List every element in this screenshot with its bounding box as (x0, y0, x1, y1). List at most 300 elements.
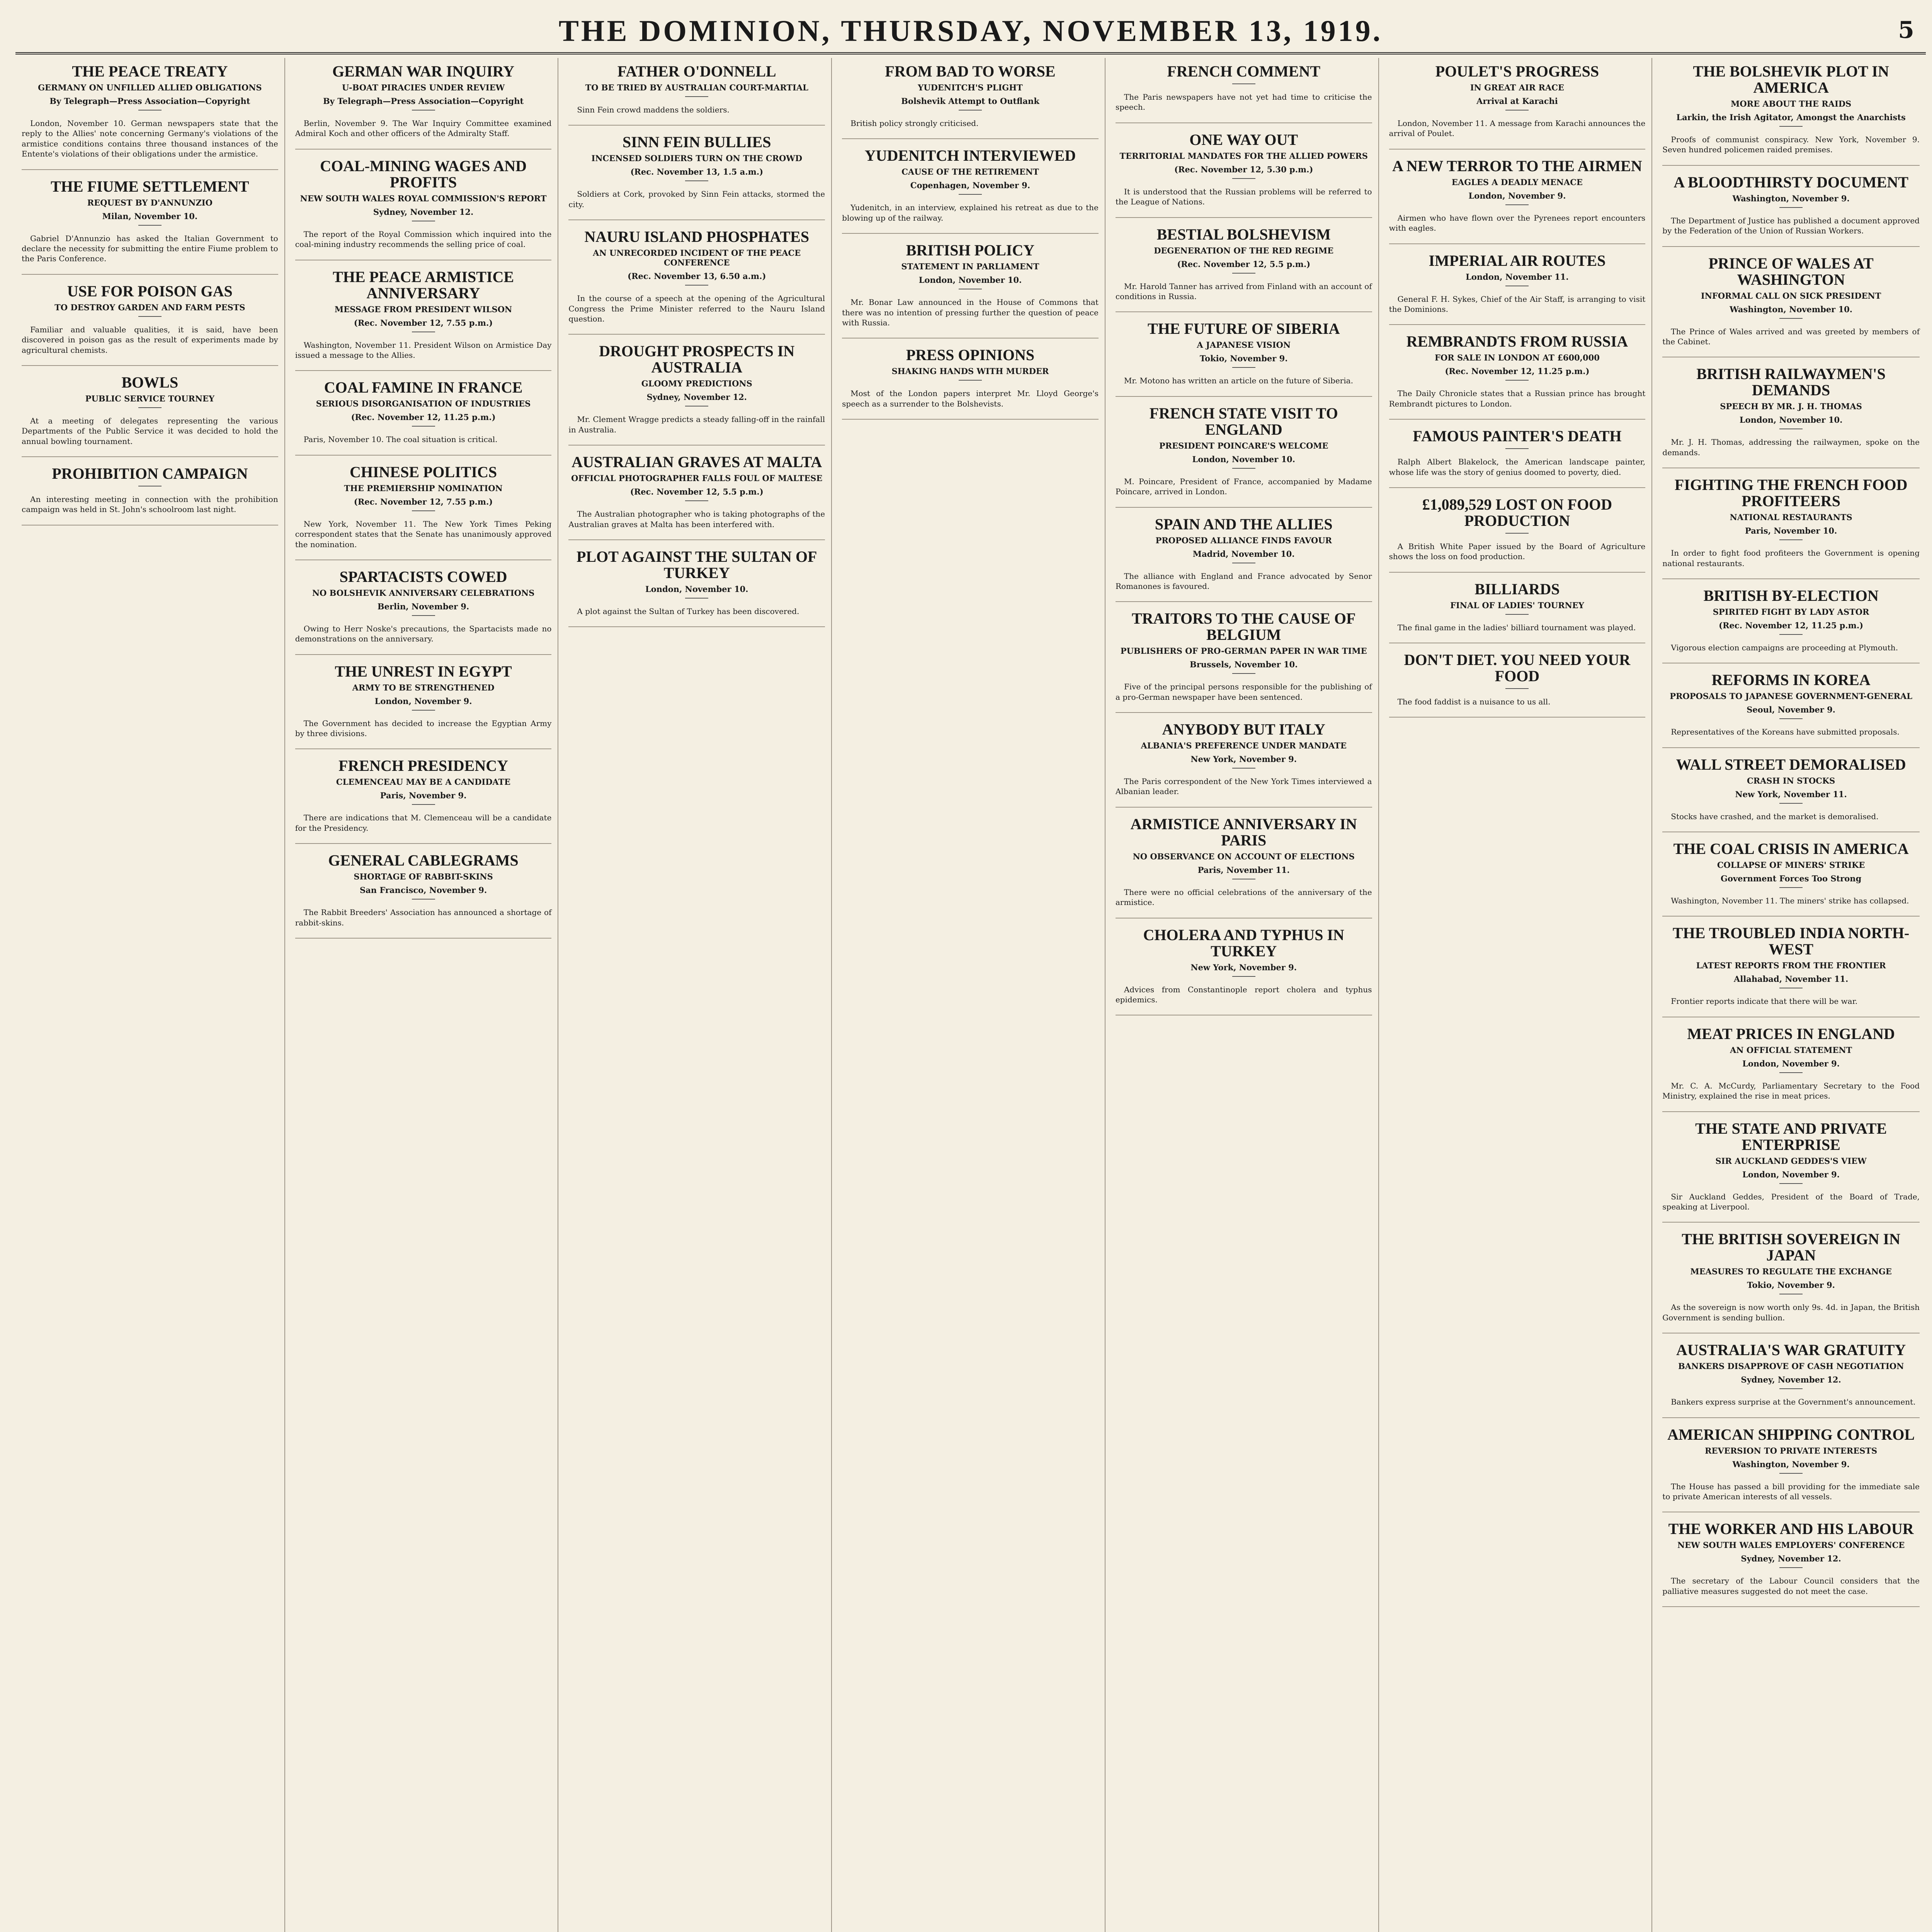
article-subhead: LATEST REPORTS FROM THE FRONTIER (1696, 961, 1886, 971)
article-body: In order to fight food profiteers the Government is opening national restaurants. (1662, 548, 1920, 568)
article-dateline: By Telegraph—Press Association—Copyright (49, 96, 250, 106)
article-headline: FROM BAD TO WORSE (885, 63, 1056, 80)
article-body: Washington, November 11. President Wilson on Armistice Day issued a message to the Allies. (295, 340, 552, 360)
headline-rule (412, 804, 435, 805)
article-body: In the course of a speech at the opening of the Agricultural Congress the Prime Minister referred to the Nauru Island question. (568, 294, 825, 323)
headline-rule (1232, 673, 1255, 674)
article (1389, 497, 1646, 573)
headline-rule (1779, 718, 1803, 719)
article-subhead: TO BE TRIED BY AUSTRALIAN COURT-MARTIAL (585, 83, 808, 92)
headline-rule (959, 194, 982, 195)
article (1389, 652, 1646, 718)
article-headline: BOWLS (121, 373, 179, 391)
article (22, 374, 278, 457)
article-headline: THE BRITISH SOVEREIGN IN JAPAN (1682, 1230, 1900, 1264)
masthead (15, 10, 1926, 54)
article-dateline: London, November 10. (1739, 415, 1843, 425)
article-body: The House has passed a bill providing for the immediate sale to private American interests of all vessels. (1662, 1481, 1920, 1501)
article-body: The report of the Royal Commission which inquired into the coal-mining industry recommends the selling price of coal. (295, 229, 552, 249)
article-headline: THE TROUBLED INDIA NORTH-WEST (1672, 924, 1910, 958)
article-headline: IMPERIAL AIR ROUTES (1429, 252, 1606, 269)
article-subhead: U-BOAT PIRACIES UNDER REVIEW (342, 83, 505, 92)
article-body: The Paris newspapers have not yet had time to criticise the speech. (1115, 92, 1372, 112)
article-subhead: GLOOMY PREDICTIONS (641, 379, 752, 389)
article-headline: AUSTRALIAN GRAVES AT MALTA (571, 453, 822, 471)
article (295, 663, 552, 750)
article-dateline: Paris, November 10. (1745, 526, 1837, 536)
article-subhead: NATIONAL RESTAURANTS (1730, 512, 1852, 522)
article (1662, 1231, 1920, 1333)
article-headline: BRITISH BY-ELECTION (1703, 587, 1879, 604)
article-body: Frontier reports indicate that there will be war. (1671, 997, 1858, 1006)
article (295, 158, 552, 260)
article-body: The Rabbit Breeders' Association has announced a shortage of rabbit-skins. (295, 908, 552, 927)
article (1116, 132, 1372, 218)
column-3 (562, 58, 832, 1932)
article-dateline: Tokio, November 9. (1747, 1280, 1835, 1290)
article-headline: SPAIN AND THE ALLIES (1155, 515, 1333, 533)
article (1116, 611, 1372, 713)
page-number: 5 (1898, 17, 1914, 44)
article-headline: THE PEACE TREATY (72, 63, 228, 80)
article (1389, 253, 1646, 325)
article (1662, 841, 1920, 917)
article-subhead: NO BOLSHEVIK ANNIVERSARY CELEBRATIONS (312, 588, 535, 598)
article-headline: FRENCH STATE VISIT TO ENGLAND (1149, 404, 1338, 438)
article-headline: GENERAL CABLEGRAMS (328, 852, 519, 869)
article-headline: BESTIAL BOLSHEVISM (1156, 225, 1331, 243)
article-subhead: BANKERS DISAPPROVE OF CASH NEGOTIATION (1678, 1361, 1904, 1371)
headline-rule (1779, 126, 1803, 127)
article-body: British policy strongly criticised. (850, 119, 979, 128)
article-body: Ralph Albert Blakelock, the American landscape painter, whose life was the story of genius doomed to poverty, died. (1389, 457, 1646, 477)
article-body: Proofs of communist conspiracy. New York, November 9. Seven hundred policemen raided premises. (1662, 135, 1920, 155)
article (295, 63, 552, 150)
headline-rule (1505, 110, 1529, 111)
article (22, 283, 278, 366)
article (568, 454, 825, 540)
headline-rule (1779, 539, 1803, 540)
article-subhead: CRASH IN STOCKS (1747, 776, 1835, 786)
article-body: The Prince of Wales arrived and was greeted by members of the Cabinet. (1662, 327, 1920, 346)
article (295, 758, 552, 844)
article-columns (15, 58, 1926, 1932)
headline-rule (412, 710, 435, 711)
article-headline: MEAT PRICES IN ENGLAND (1687, 1025, 1895, 1043)
column-1 (15, 58, 285, 1932)
article-subhead: OFFICIAL PHOTOGRAPHER FALLS FOUL OF MALTESE (571, 473, 823, 483)
article-body: There are indications that M. Clemenceau will be a candidate for the Presidency. (295, 813, 552, 833)
article-headline: THE BOLSHEVIK PLOT IN AMERICA (1693, 63, 1889, 96)
article-dateline: (Rec. November 12, 11.25 p.m.) (351, 412, 496, 422)
article (568, 63, 825, 126)
article-headline: A NEW TERROR TO THE AIRMEN (1392, 157, 1642, 175)
article-body: Mr. Bonar Law announced in the House of Commons that there was no intention of pressing further the question of peace with Russia. (842, 298, 1099, 327)
article (1662, 1427, 1920, 1513)
article-headline: BRITISH POLICY (906, 242, 1035, 259)
article-body: Gabriel D'Annunzio has asked the Italian Government to declare the necessity for submitting the entire Fiume problem to the Paris Conference. (22, 233, 278, 264)
article-subhead: PROPOSALS TO JAPANESE GOVERNMENT-GENERAL (1670, 691, 1913, 701)
article-headline: THE WORKER AND HIS LABOUR (1668, 1520, 1914, 1538)
article (1662, 757, 1920, 832)
article-headline: REFORMS IN KOREA (1711, 671, 1871, 689)
article-subhead: INCENSED SOLDIERS TURN ON THE CROWD (591, 153, 803, 163)
article (295, 379, 552, 455)
article-dateline: Bolshevik Attempt to Outflank (901, 96, 1039, 106)
headline-rule (412, 110, 435, 111)
article-body: Representatives of the Koreans have submitted proposals. (1671, 727, 1900, 737)
article (1389, 333, 1646, 420)
article-headline: FAMOUS PAINTER'S DEATH (1413, 427, 1622, 445)
headline-rule (1505, 533, 1529, 534)
article-body: Owing to Herr Noske's precautions, the Spartacists made no demonstrations on the anniversary. (295, 624, 552, 644)
article-headline: PROHIBITION CAMPAIGN (52, 465, 248, 483)
article-body: The final game in the ladies' billiard tournament was played. (1397, 622, 1636, 632)
article-subhead: PROPOSED ALLIANCE FINDS FAVOUR (1155, 535, 1332, 545)
article-headline: THE FUTURE OF SIBERIA (1147, 320, 1340, 338)
article (1389, 428, 1646, 488)
article-subhead: YUDENITCH'S PLIGHT (918, 83, 1023, 92)
article-dateline: (Rec. November 13, 6.50 a.m.) (628, 271, 766, 281)
article-dateline: (Rec. November 12, 5.5 p.m.) (1177, 259, 1311, 269)
article-headline: PRINCE OF WALES AT WASHINGTON (1708, 254, 1874, 288)
headline-rule (685, 500, 708, 501)
headline-rule (412, 899, 435, 900)
article-dateline: (Rec. November 12, 7.55 p.m.) (354, 497, 493, 507)
article-dateline: Sydney, November 12. (646, 392, 747, 402)
article (568, 549, 825, 627)
article-subhead: TO DESTROY GARDEN AND FARM PESTS (54, 302, 245, 312)
article-subhead: REQUEST BY D'ANNUNZIO (87, 197, 213, 207)
article-dateline: Washington, November 10. (1730, 304, 1853, 314)
article-dateline: London, November 10. (645, 584, 748, 594)
article-body: The Daily Chronicle states that a Russian prince has brought Rembrandt pictures to London. (1389, 389, 1646, 408)
article-body: A plot against the Sultan of Turkey has been discovered. (577, 606, 799, 616)
article-subhead: INFORMAL CALL ON SICK PRESIDENT (1701, 291, 1881, 301)
article-subhead: SIR AUCKLAND GEDDES'S VIEW (1715, 1156, 1867, 1166)
article-headline: PRESS OPINIONS (906, 346, 1035, 364)
article-subhead: EAGLES A DEADLY MENACE (1451, 177, 1583, 187)
article-dateline: Tokio, November 9. (1199, 354, 1288, 364)
headline-rule (685, 598, 708, 599)
article (842, 242, 1099, 338)
column-5 (1109, 58, 1379, 1932)
article (1662, 366, 1920, 468)
headline-rule (1232, 976, 1255, 977)
article-subhead: FOR SALE IN LONDON AT £600,000 (1435, 353, 1600, 363)
article-body: Berlin, November 9. The War Inquiry Committee examined Admiral Koch and other officers of the Admiralty Staff. (295, 119, 552, 138)
column-4 (836, 58, 1105, 1932)
article-dateline: New York, November 9. (1190, 754, 1297, 764)
article-body: Soldiers at Cork, provoked by Sinn Fein attacks, stormed the city. (568, 189, 825, 209)
article-body: As the sovereign is now worth only 9s. 4d. in Japan, the British Government is sending bullion. (1662, 1303, 1920, 1322)
article (295, 464, 552, 560)
article-dateline: Sydney, November 12. (1741, 1554, 1841, 1564)
article-subhead: STATEMENT IN PARLIAMENT (901, 262, 1039, 272)
article-body: Mr. Harold Tanner has arrived from Finland with an account of conditions in Russia. (1115, 281, 1372, 301)
headline-rule (1505, 204, 1529, 205)
article-body: Sinn Fein crowd maddens the soldiers. (577, 105, 730, 114)
headline-rule (412, 426, 435, 427)
article-dateline: New York, November 9. (1190, 962, 1297, 972)
headline-rule (1779, 318, 1803, 319)
article (1116, 226, 1372, 313)
article (568, 134, 825, 220)
article-dateline: London, November 9. (1742, 1058, 1840, 1068)
article (1389, 63, 1646, 150)
article (1662, 63, 1920, 166)
article-headline: COAL FAMINE IN FRANCE (324, 379, 523, 396)
article (1662, 174, 1920, 247)
article (1116, 405, 1372, 508)
article-dateline: London, November 10. (918, 275, 1022, 285)
headline-rule (685, 285, 708, 286)
article-body: London, November 11. A message from Karachi announces the arrival of Poulet. (1389, 119, 1646, 138)
headline-rule (1232, 468, 1255, 469)
article-headline: WALL STREET DEMORALISED (1676, 755, 1906, 773)
article-subhead: DEGENERATION OF THE RED REGIME (1154, 245, 1334, 255)
article-headline: POULET'S PROGRESS (1435, 63, 1599, 80)
article-dateline: San Francisco, November 9. (359, 885, 487, 895)
article-headline: SINN FEIN BULLIES (622, 133, 771, 151)
article-body: Yudenitch, in an interview, explained his retreat as due to the blowing up of the railway. (842, 203, 1099, 223)
headline-rule (138, 110, 162, 111)
article-body: An interesting meeting in connection with the prohibition campaign was held in St. John's schoolroom last night. (22, 495, 278, 514)
article-subhead: FINAL OF LADIES' TOURNEY (1450, 600, 1584, 610)
article-headline: THE UNREST IN EGYPT (335, 662, 512, 680)
article-subhead: NO OBSERVANCE ON ACCOUNT OF ELECTIONS (1133, 851, 1355, 861)
article-body: A British White Paper issued by the Board of Agriculture shows the loss on food production. (1389, 541, 1646, 561)
article-body: Airmen who have flown over the Pyrenees report encounters with eagles. (1389, 213, 1646, 233)
headline-rule (1779, 1567, 1803, 1568)
article-subhead: AN OFFICIAL STATEMENT (1730, 1045, 1852, 1055)
article-subhead: NEW SOUTH WALES ROYAL COMMISSION'S REPORT (300, 193, 547, 203)
article-headline: DROUGHT PROSPECTS IN AUSTRALIA (599, 342, 795, 376)
article (1116, 516, 1372, 602)
headline-rule (1779, 1072, 1803, 1073)
article-subhead: IN GREAT AIR RACE (1470, 83, 1564, 92)
article-body: Five of the principal persons responsible for the publishing of a pro-German newspaper have been sentenced. (1115, 682, 1372, 702)
article (22, 179, 278, 275)
headline-rule (412, 510, 435, 511)
article-dateline: Washington, November 9. (1732, 193, 1850, 203)
article-subhead: CLEMENCEAU MAY BE A CANDIDATE (336, 777, 511, 787)
article-subhead: COLLAPSE OF MINERS' STRIKE (1717, 860, 1865, 870)
column-6 (1383, 58, 1653, 1932)
article-dateline: Arrival at Karachi (1476, 96, 1558, 106)
headline-rule (1779, 1473, 1803, 1474)
headline-rule (138, 316, 162, 317)
article-dateline: London, November 9. (1742, 1169, 1840, 1179)
article (568, 229, 825, 335)
headline-rule (1779, 887, 1803, 888)
article-body: The Government has decided to increase the Egyptian Army by three divisions. (295, 718, 552, 738)
article (1116, 63, 1372, 123)
article-headline: PLOT AGAINST THE SULTAN OF TURKEY (577, 548, 817, 582)
article-headline: SPARTACISTS COWED (339, 568, 507, 585)
headline-rule (1232, 83, 1255, 84)
headline-rule (1232, 367, 1255, 368)
article-headline: THE PEACE ARMISTICE ANNIVERSARY (333, 268, 514, 302)
article-headline: CHOLERA AND TYPHUS IN TURKEY (1143, 926, 1344, 960)
article (1116, 721, 1372, 808)
headline-rule (1779, 1388, 1803, 1389)
article-subhead: THE PREMIERSHIP NOMINATION (344, 483, 503, 493)
headline-rule (1232, 178, 1255, 179)
headline-rule (138, 225, 162, 226)
article (295, 569, 552, 655)
article-subhead: MESSAGE FROM PRESIDENT WILSON (334, 304, 512, 314)
article-subhead: MORE ABOUT THE RAIDS (1731, 99, 1852, 109)
article-subhead: SPIRITED FIGHT BY LADY ASTOR (1713, 607, 1869, 617)
article-headline: THE COAL CRISIS IN AMERICA (1673, 840, 1909, 858)
article-dateline: Washington, November 9. (1732, 1459, 1850, 1469)
article-headline: FRENCH COMMENT (1167, 63, 1321, 80)
article-body: London, November 10. German newspapers state that the reply to the Allies' note concerning Germany's violations of the armistice conditions contains three thousand instances of the Entente's violations of their obligations under the armistice. (22, 119, 278, 159)
article-body: The Paris correspondent of the New York Times interviewed a Albanian leader. (1115, 777, 1372, 796)
article-body: There were no official celebrations of the anniversary of the armistice. (1115, 887, 1372, 907)
article-dateline: By Telegraph—Press Association—Copyright (323, 96, 524, 106)
article-headline: THE STATE AND PRIVATE ENTERPRISE (1695, 1119, 1887, 1153)
column-7 (1656, 58, 1926, 1932)
article-dateline: (Rec. November 12, 11.25 p.m.) (1719, 620, 1864, 630)
article (1662, 925, 1920, 1017)
article (1116, 816, 1372, 918)
article-dateline: New York, November 11. (1735, 789, 1847, 799)
article-headline: AMERICAN SHIPPING CONTROL (1667, 1425, 1915, 1443)
article (842, 347, 1099, 420)
headline-rule (1505, 688, 1529, 689)
headline-rule (959, 380, 982, 381)
article-subhead: A JAPANESE VISION (1197, 340, 1291, 350)
article-headline: FATHER O'DONNELL (617, 63, 776, 80)
article-dateline: Allahabad, November 11. (1734, 974, 1849, 984)
headline-rule (685, 180, 708, 181)
article-subhead: TERRITORIAL MANDATES FOR THE ALLIED POWERS (1119, 151, 1368, 161)
article-headline: NAURU ISLAND PHOSPHATES (584, 228, 810, 246)
article-subhead: PRESIDENT POINCARE'S WELCOME (1159, 440, 1328, 451)
article-subhead: SHORTAGE OF RABBIT-SKINS (354, 872, 493, 882)
article-subhead: AN UNRECORDED INCIDENT OF THE PEACE CONFERENCE (593, 248, 801, 268)
article-body: At a meeting of delegates representing the various Departments of the Public Service it was decided to hold the annual bowling tournament. (22, 416, 278, 446)
article-dateline: (Rec. November 13, 1.5 a.m.) (630, 167, 764, 177)
article-headline: A BLOODTHIRSTY DOCUMENT (1673, 173, 1908, 191)
article-headline: £1,089,529 LOST ON FOOD PRODUCTION (1422, 495, 1612, 529)
article-body: Paris, November 10. The coal situation is critical. (303, 435, 498, 444)
article-dateline: London, November 9. (1468, 190, 1566, 201)
article (295, 269, 552, 371)
article-body: The food faddist is a nuisance to us all. (1397, 697, 1551, 707)
article-dateline: (Rec. November 12, 5.30 p.m.) (1174, 164, 1313, 174)
article-body: Stocks have crashed, and the market is demoralised. (1671, 811, 1879, 821)
article-headline: FRENCH PRESIDENCY (338, 757, 509, 775)
article-dateline: Brussels, November 10. (1189, 660, 1298, 670)
article-subhead: MEASURES TO REGULATE THE EXCHANGE (1690, 1267, 1892, 1277)
article-body: Mr. Motono has written an article on the future of Siberia. (1124, 376, 1353, 386)
article-subhead: REVERSION TO PRIVATE INTERESTS (1705, 1446, 1878, 1456)
article-subhead: ARMY TO BE STRENGTHENED (352, 682, 495, 692)
article (1389, 158, 1646, 244)
article-dateline: London, November 10. (1192, 454, 1295, 464)
article-body: The secretary of the Labour Council considers that the palliative measures suggested do not meet the case. (1662, 1576, 1920, 1596)
article (1662, 477, 1920, 579)
headline-rule (1232, 273, 1255, 274)
article-body: Mr. Clement Wragge predicts a steady falling-off in the rainfall in Australia. (568, 415, 825, 434)
article-dateline: Copenhagen, November 9. (910, 180, 1031, 190)
article-headline: ANYBODY BUT ITALY (1162, 721, 1325, 738)
article-body: Familiar and valuable qualities, it is said, have been discovered in poison gas as the result of experiments made by agricultural chemists. (22, 325, 278, 355)
article-headline: TRAITORS TO THE CAUSE OF BELGIUM (1131, 610, 1356, 644)
article-dateline: Seoul, November 9. (1747, 705, 1835, 715)
article-headline: AUSTRALIA'S WAR GRATUITY (1676, 1341, 1906, 1359)
article-headline: COAL-MINING WAGES AND PROFITS (320, 157, 527, 191)
article (1662, 1121, 1920, 1223)
headline-rule (1779, 207, 1803, 208)
article-dateline: Paris, November 9. (380, 791, 467, 801)
article-headline: THE FIUME SETTLEMENT (51, 177, 249, 195)
article (1662, 255, 1920, 358)
article-body: Sir Auckland Geddes, President of the Board of Trade, speaking at Liverpool. (1662, 1192, 1920, 1212)
article-body: The Department of Justice has published a document approved by the Federation of the Union of Russian Workers. (1662, 216, 1920, 236)
article-body: M. Poincare, President of France, accompanied by Madame Poincare, arrived in London. (1115, 476, 1372, 497)
article-dateline: (Rec. November 12, 11.25 p.m.) (1445, 366, 1590, 376)
article-dateline: Milan, November 10. (102, 211, 198, 221)
headline-rule (1779, 803, 1803, 804)
article (22, 466, 278, 526)
article-headline: ARMISTICE ANNIVERSARY IN PARIS (1130, 815, 1357, 849)
article (1662, 1026, 1920, 1112)
article (1116, 927, 1372, 1016)
article (842, 63, 1099, 139)
article-body: It is understood that the Russian problems will be referred to the League of Nations. (1115, 187, 1372, 207)
article-headline: ONE WAY OUT (1189, 131, 1298, 148)
headline-rule (1505, 380, 1529, 381)
article (22, 63, 278, 170)
article-subhead: PUBLISHERS OF PRO-GERMAN PAPER IN WAR TIME (1120, 646, 1367, 656)
article-headline: REMBRANDTS FROM RUSSIA (1406, 333, 1628, 350)
headline-rule (138, 407, 162, 408)
article-headline: CHINESE POLITICS (349, 463, 497, 481)
article-dateline: Madrid, November 10. (1192, 549, 1295, 559)
article-headline: DON'T DIET. YOU NEED YOUR FOOD (1404, 651, 1631, 685)
article-dateline: London, November 11. (1466, 272, 1569, 282)
article-body: Most of the London papers interpret Mr. Lloyd George's speech as a surrender to the Bolshevists. (842, 389, 1099, 408)
article-body: The alliance with England and France advocated by Senor Romanones is favoured. (1115, 571, 1372, 591)
article (1662, 1342, 1920, 1418)
article (842, 148, 1099, 234)
article-subhead: SERIOUS DISORGANISATION OF INDUSTRIES (316, 399, 531, 409)
article-dateline: Paris, November 11. (1197, 865, 1290, 875)
headline-rule (412, 615, 435, 616)
article-dateline: Sydney, November 12. (373, 207, 474, 217)
article-headline: USE FOR POISON GAS (67, 282, 233, 300)
headline-rule (1232, 768, 1255, 769)
headline-rule (1505, 614, 1529, 615)
headline-rule (1779, 634, 1803, 635)
article-body: Vigorous election campaigns are proceeding at Plymouth. (1671, 643, 1898, 652)
article-body: The Australian photographer who is taking photographs of the Australian graves at Malta has been interfered with. (568, 509, 825, 529)
article-subhead: CAUSE OF THE RETIREMENT (901, 167, 1039, 177)
article (1662, 588, 1920, 663)
article-headline: BRITISH RAILWAYMEN'S DEMANDS (1696, 365, 1886, 399)
article-dateline: (Rec. November 12, 7.55 p.m.) (354, 318, 493, 328)
newspaper-title: THE DOMINION, THURSDAY, NOVEMBER 13, 1919. (558, 14, 1383, 48)
article-headline: BILLIARDS (1475, 580, 1560, 598)
headline-rule (1505, 448, 1529, 449)
article-dateline: Sydney, November 12. (1741, 1375, 1841, 1385)
article (568, 343, 825, 446)
article-dateline: London, November 9. (374, 696, 472, 706)
